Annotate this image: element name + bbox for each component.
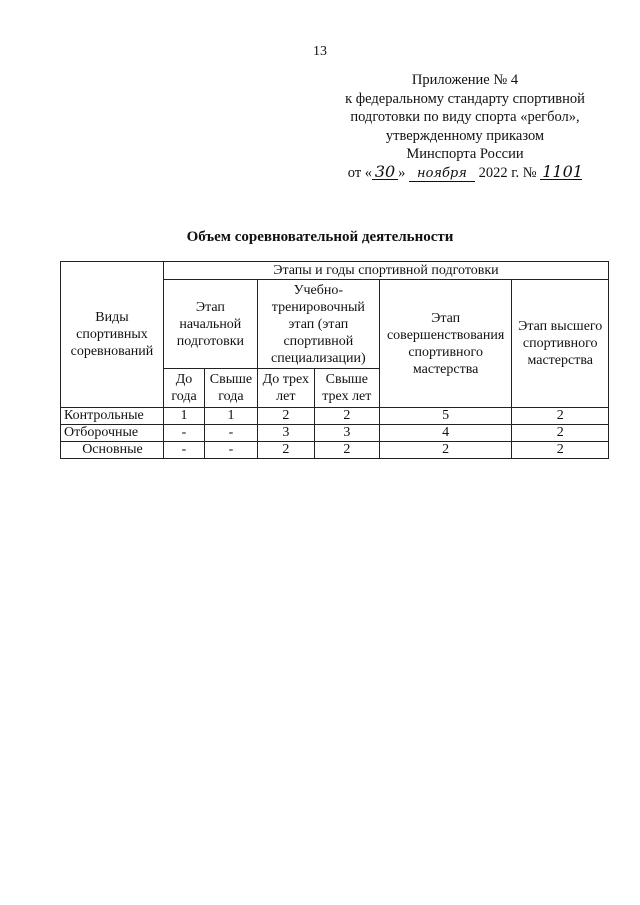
order-day: 30 <box>372 165 398 180</box>
document-title: Объем соревновательной деятельности <box>186 229 454 245</box>
table-cell: 2 <box>314 408 379 425</box>
table-row <box>61 442 609 459</box>
order-date-line <box>330 161 600 183</box>
table-cell: 3 <box>257 425 314 442</box>
stage-header-initial: Этап начальной подготовки <box>163 280 257 369</box>
table-cell: 1 <box>205 408 258 425</box>
order-prefix: от « <box>347 164 373 181</box>
subheader-up-to-year: До года <box>163 369 204 408</box>
table-row <box>61 425 609 442</box>
table-cell: 3 <box>314 425 379 442</box>
table-cell: - <box>205 425 258 442</box>
appendix-block <box>330 71 600 182</box>
order-month: ноября <box>409 167 475 182</box>
appendix-line: Минспорта России <box>406 146 524 162</box>
stage-header-improvement: Этап совершенствования спортивного мастерства <box>379 280 512 408</box>
table-cell: - <box>163 425 204 442</box>
stages-header: Этапы и годы спортивной подготовки <box>163 262 608 280</box>
table-cell: - <box>205 442 258 459</box>
table-row <box>61 408 609 425</box>
quote-close: » <box>398 164 406 181</box>
competition-volume-table <box>60 261 609 459</box>
page-number: 13 <box>313 44 327 59</box>
table-cell: 2 <box>512 442 609 459</box>
appendix-line: к федеральному стандарту спортивной <box>345 90 585 107</box>
stage-header-highest: Этап высшего спортивного мастерства <box>512 280 609 408</box>
table-cell: 2 <box>512 425 609 442</box>
appendix-title: Приложение № 4 <box>411 72 519 88</box>
table-cell: 2 <box>379 442 512 459</box>
table-cell: 4 <box>379 425 512 442</box>
appendix-line: подготовки по виду спорта «регбол», <box>350 109 580 125</box>
subheader-over-year: Свыше года <box>205 369 258 408</box>
table-cell: 1 <box>163 408 204 425</box>
subheader-up-to-three-years: До трех лет <box>257 369 314 408</box>
table-cell: 2 <box>512 408 609 425</box>
competition-type-header: Виды спортивных соревнований <box>61 262 164 408</box>
table-cell: 2 <box>314 442 379 459</box>
row-label: Основные <box>61 442 164 459</box>
order-number: 1101 <box>542 161 583 181</box>
stage-header-training: Учебно-тренировочный этап (этап спортивной специализации) <box>257 280 379 369</box>
table-cell: - <box>163 442 204 459</box>
table-cell: 2 <box>257 408 314 425</box>
order-year: 2022 г. № <box>478 164 537 181</box>
subheader-over-three-years: Свыше трех лет <box>314 369 379 408</box>
table-cell: 2 <box>257 442 314 459</box>
row-label: Отборочные <box>61 425 164 442</box>
table-cell: 5 <box>379 408 512 425</box>
row-label: Контрольные <box>61 408 164 425</box>
appendix-line: утвержденному приказом <box>385 127 545 144</box>
